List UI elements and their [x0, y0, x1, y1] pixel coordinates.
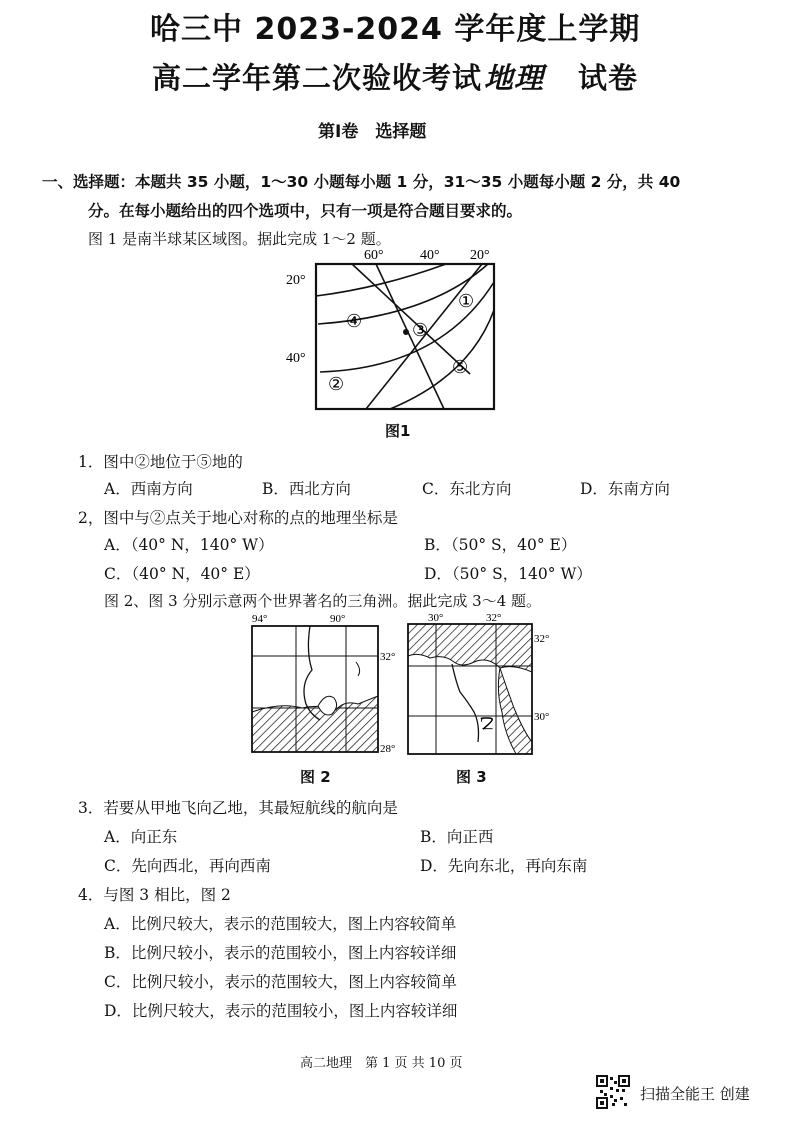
marker-2: ②: [328, 374, 345, 395]
q3-option-b: B．向正西: [420, 828, 494, 846]
fig1-intro: 图 1 是南半球某区域图。据此完成 1～2 题。: [88, 230, 391, 248]
q4-option-a: A．比例尺较大，表示的范围较大，图上内容较简单: [104, 915, 457, 933]
q1-option-c: C．东北方向: [422, 480, 512, 498]
q1-stem: 1．图中②地位于⑤地的: [78, 453, 243, 471]
fig3-marker-yi: 乙: [480, 714, 494, 730]
q1-option-d: D．东南方向: [580, 480, 670, 498]
q4-stem: 4．与图 3 相比，图 2: [78, 886, 231, 904]
q3-option-c: C．先向西北，再向西南: [104, 857, 271, 875]
fig1-caption: 图1: [385, 422, 411, 440]
fig2-top-label-94: 94°: [252, 613, 268, 625]
page-footer: 高二地理 第 1 页 共 10 页: [300, 1056, 463, 1071]
q1-option-a: A．西南方向: [104, 480, 193, 498]
q2-option-c: C．（40° N，40° E）: [104, 565, 260, 583]
exam-title-suffix: 试卷: [578, 61, 639, 95]
fig1-top-label-40: 40°: [420, 248, 440, 263]
exam-subject: 地理: [484, 61, 545, 95]
fig1-top-label-60: 60°: [364, 248, 384, 263]
q2-option-b: B．（50° S，40° E）: [424, 536, 577, 554]
fig2-right-label-28: 28°: [380, 743, 396, 755]
q4-option-d: D．比例尺较大，表示的范围较小，图上内容较详细: [104, 1002, 458, 1020]
figure-2-map: [240, 612, 400, 762]
instructions-line1: 一、选择题：本题共 35 小题，1～30 小题每小题 1 分，31～35 小题每小题 2 分，共 40: [42, 173, 681, 191]
fig2-top-label-90: 90°: [330, 613, 346, 625]
marker-5: ⑤: [452, 357, 469, 378]
q3-stem: 3．若要从甲地飞向乙地，其最短航线的航向是: [78, 799, 398, 817]
figure-3-map: [404, 612, 564, 762]
marker-4: ④: [346, 311, 363, 332]
fig3-top-label-32: 32°: [486, 612, 502, 624]
fig2-right-label-32: 32°: [380, 651, 396, 663]
fig23-intro: 图 2、图 3 分别示意两个世界著名的三角洲。据此完成 3～4 题。: [104, 592, 542, 610]
fig1-top-label-20: 20°: [470, 248, 490, 263]
q3-option-d: D．先向东北，再向东南: [420, 857, 588, 875]
scanner-watermark: 扫描全能王 创建: [640, 1085, 750, 1103]
exam-title-line2: 高二学年第二次验收考试: [152, 61, 483, 95]
exam-title-line1: 哈三中 2023-2024 学年度上学期: [150, 12, 641, 47]
fig3-right-label-32: 32°: [534, 633, 550, 645]
fig2-caption: 图 2: [300, 768, 331, 786]
fig3-caption: 图 3: [456, 768, 487, 786]
q2-stem: 2，图中与②点关于地心对称的点的地理坐标是: [78, 509, 398, 527]
marker-3: ③: [412, 320, 429, 341]
q4-option-b: B．比例尺较小，表示的范围较小，图上内容较详细: [104, 944, 457, 962]
q4-option-c: C．比例尺较小，表示的范围较大，图上内容较简单: [104, 973, 457, 991]
fig1-left-label-40: 40°: [286, 351, 306, 366]
q1-option-b: B．西北方向: [262, 480, 351, 498]
fig3-top-label-30: 30°: [428, 612, 444, 624]
instructions-line2: 分。在每小题给出的四个选项中，只有一项是符合题目要求的。: [88, 202, 523, 220]
qr-code-icon: [596, 1075, 630, 1113]
q2-option-d: D．（50° S，140° W）: [424, 565, 592, 583]
q2-option-a: A．（40° N，140° W）: [104, 536, 274, 554]
marker-1: ①: [458, 291, 475, 312]
q3-option-a: A．向正东: [104, 828, 178, 846]
fig3-right-label-30: 30°: [534, 711, 550, 723]
fig1-left-label-20: 20°: [286, 273, 306, 288]
figure-1-map: [280, 244, 520, 444]
section-title: 第Ⅰ卷 选择题: [318, 122, 427, 142]
